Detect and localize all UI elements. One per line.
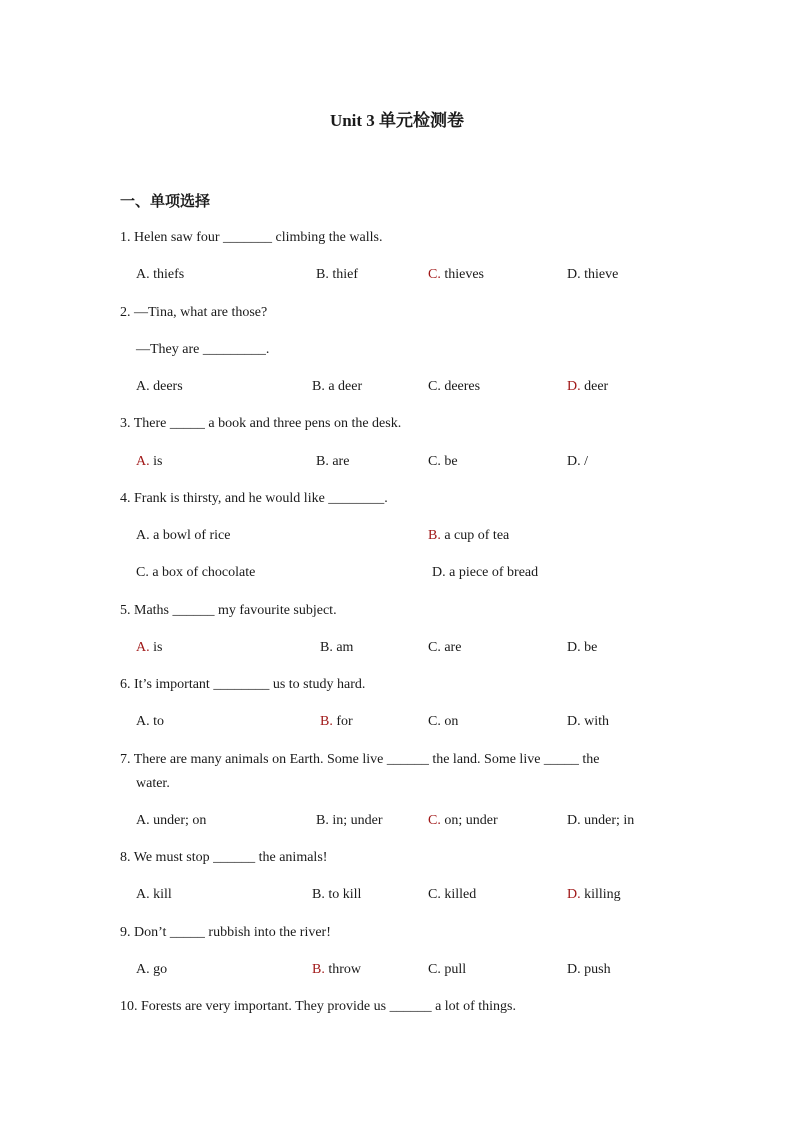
option-d: D. with xyxy=(567,714,610,729)
question-stem-line2: —They are _________. xyxy=(136,342,270,357)
option-b-answer: B. a cup of tea xyxy=(428,528,510,543)
question-stem-line2: water. xyxy=(136,776,170,791)
option-b: B. a deer xyxy=(312,379,363,394)
option-a-answer: A. is xyxy=(136,640,163,655)
option-c: C. deeres xyxy=(428,379,481,394)
option-d: D. push xyxy=(567,962,611,977)
option-b: B. in; under xyxy=(316,813,383,828)
option-d-answer: D. killing xyxy=(567,887,621,902)
option-c-answer: C. thieves xyxy=(428,267,484,282)
option-b: B. are xyxy=(316,454,350,469)
option-c: C. a box of chocolate xyxy=(136,565,256,580)
option-d: D. a piece of bread xyxy=(432,565,539,580)
option-a: A. to xyxy=(136,714,165,729)
question-stem: 6. It’s important ________ us to study hard. xyxy=(120,677,366,692)
option-c: C. be xyxy=(428,454,458,469)
option-c: C. on xyxy=(428,714,459,729)
option-b: B. to kill xyxy=(312,887,362,902)
option-a-answer: A. is xyxy=(136,454,163,469)
option-a: A. thiefs xyxy=(136,267,185,282)
question-stem: 7. There are many animals on Earth. Some live ______ the land. Some live _____ the xyxy=(120,752,600,767)
question-stem: 10. Forests are very important. They provide us ______ a lot of things. xyxy=(120,999,516,1014)
option-a: A. go xyxy=(136,962,168,977)
option-b: B. thief xyxy=(316,267,358,282)
option-a: A. a bowl of rice xyxy=(136,528,231,543)
option-a: A. under; on xyxy=(136,813,207,828)
option-a: A. kill xyxy=(136,887,172,902)
option-c: C. killed xyxy=(428,887,477,902)
section-heading: 一、单项选择 xyxy=(120,194,211,210)
question-stem: 1. Helen saw four _______ climbing the walls. xyxy=(120,230,383,245)
option-c-answer: C. on; under xyxy=(428,813,498,828)
option-b-answer: B. for xyxy=(320,714,353,729)
option-d: D. / xyxy=(567,454,589,469)
option-d: D. under; in xyxy=(567,813,635,828)
question-stem: 8. We must stop ______ the animals! xyxy=(120,850,328,865)
question-stem: 9. Don’t _____ rubbish into the river! xyxy=(120,925,331,940)
question-stem: 2. —Tina, what are those? xyxy=(120,305,268,320)
option-c: C. pull xyxy=(428,962,467,977)
option-b-answer: B. throw xyxy=(312,962,362,977)
option-b: B. am xyxy=(320,640,354,655)
option-d-answer: D. deer xyxy=(567,379,609,394)
question-stem: 3. There _____ a book and three pens on the desk. xyxy=(120,416,402,431)
option-d: D. be xyxy=(567,640,598,655)
option-c: C. are xyxy=(428,640,462,655)
option-d: D. thieve xyxy=(567,267,619,282)
option-a: A. deers xyxy=(136,379,183,394)
question-stem: 5. Maths ______ my favourite subject. xyxy=(120,603,337,618)
page-title: Unit 3 单元检测卷 xyxy=(329,111,465,130)
question-stem: 4. Frank is thirsty, and he would like ________. xyxy=(120,491,388,506)
